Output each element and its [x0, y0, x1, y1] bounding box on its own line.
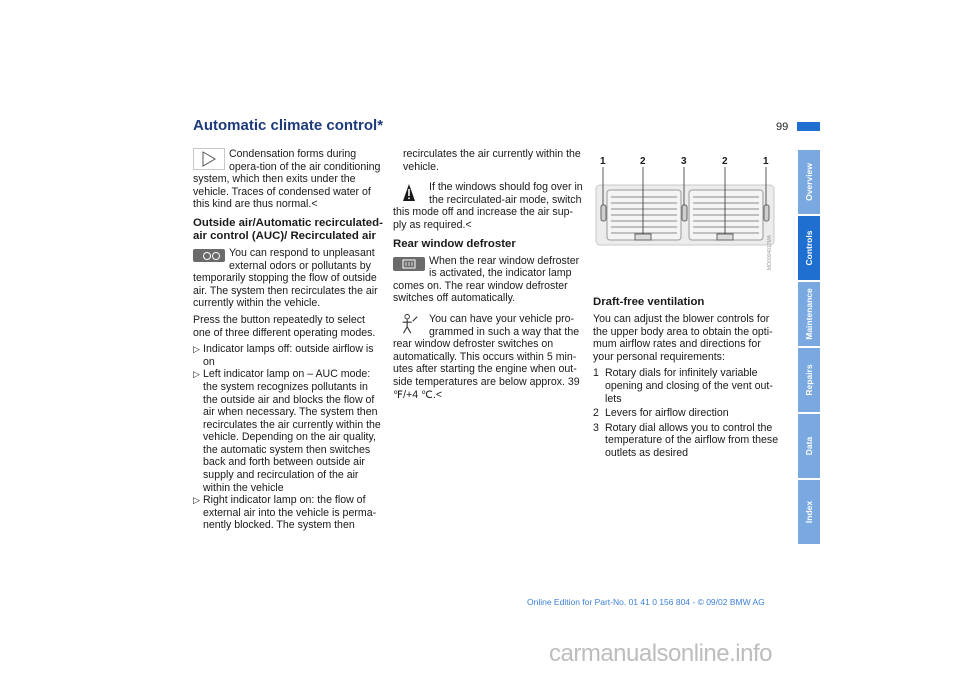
- column-3: [593, 296, 783, 462]
- auc-paragraph-2: Press the button repeatedly to select one of three different operating modes.: [193, 313, 376, 339]
- tab-controls[interactable]: [798, 216, 820, 280]
- figure-label: 3: [681, 156, 687, 167]
- tab-maintenance[interactable]: [798, 282, 820, 346]
- tab-label: Data: [804, 436, 814, 456]
- tab-label: Maintenance: [804, 288, 814, 340]
- defroster-paragraph-2: [393, 313, 583, 401]
- figure-label: 1: [600, 156, 606, 167]
- list-item: [593, 407, 783, 420]
- list-item: ▷ Left indicator lamp on – AUC mode: the system recognizes pollutants in the outside air and blocks the flow of air when necessary. The system then recirculates the air currently within the vehicle. Depending on the air quality, the automatic system then switches back and forth between outside air supply and recirculation of the air within the vehicle: [193, 368, 383, 494]
- end-mark: <: [465, 218, 472, 231]
- page-title: Automatic climate control*: [193, 117, 384, 134]
- figure-label: 1: [763, 156, 769, 167]
- vent-illustration: [593, 150, 779, 278]
- vent-figure: [593, 150, 779, 278]
- section-tabs: [798, 150, 820, 546]
- auc-paragraph-1: [193, 247, 383, 310]
- tab-repairs[interactable]: [798, 348, 820, 412]
- figure-label: 2: [640, 156, 646, 167]
- end-mark: <: [311, 198, 318, 211]
- auc-text-1: You can respond to unpleasant external odors or pollutants by temporarily stopping the flow of outside air. The system then recirculates the air currently within the vehicle.: [193, 246, 378, 310]
- recirculation-button-icon: [193, 249, 225, 262]
- item-number: 1: [593, 367, 599, 380]
- tab-label: Index: [804, 500, 814, 524]
- defroster-text-2: You can have your vehicle pro-grammed in such a way that the rear window defroster switches on automatically. This occurs within 5 min-utes after starting the engine when out-side temperatures are below approx. 39 ℉/+4 ℃.: [393, 312, 580, 401]
- figure-code: MO0004017MA: [767, 234, 773, 270]
- item-text: Rotary dial allows you to control the temperature of the airflow from these outlets as desired: [605, 421, 779, 459]
- rear-defroster-button-icon: [393, 257, 425, 271]
- warning-icon: [393, 181, 425, 203]
- tab-label: Repairs: [804, 364, 814, 396]
- note-text: Condensation forms during opera-tion of the air conditioning system, which then exits under the vehicle. Traces of condensed water of this kind are thus normal.: [193, 148, 381, 211]
- item-number: 2: [593, 407, 599, 420]
- note-paragraph: [193, 148, 383, 211]
- vent-parts-list: [593, 367, 783, 459]
- end-mark: <: [435, 388, 443, 401]
- tab-label: Overview: [804, 163, 814, 201]
- defroster-text-1: When the rear window defroster is activated, the indicator lamp comes on. The rear window defroster switches off automatically.: [393, 254, 580, 305]
- section-heading-auc: Outside air/Automatic recirculated-air control (AUC)/ Recirculated air: [193, 216, 383, 242]
- draft-free-intro: You can adjust the blower controls for the upper body area to obtain the opti-mum airflow rates and directions for your personal requirements:: [593, 313, 773, 363]
- service-person-icon: [393, 313, 425, 335]
- continued-text: recirculates the air currently within the vehicle.: [403, 148, 581, 173]
- figure-label: 2: [722, 156, 728, 167]
- footer-edition-note: Online Edition for Part-No. 01 41 0 156 804 - © 09/02 BMW AG: [527, 597, 765, 607]
- column-2: [393, 148, 583, 405]
- tab-index[interactable]: [798, 480, 820, 544]
- defroster-paragraph-1: [393, 255, 583, 305]
- page-marker: [797, 122, 820, 131]
- site-watermark: carmanualsonline.info: [549, 640, 772, 667]
- note-triangle-icon: [193, 148, 225, 170]
- section-heading-draft-free: Draft-free ventilation: [593, 296, 705, 308]
- warning-text: If the windows should fog over in the recirculated-air mode, switch this mode off and increase the air sup-ply as required.: [393, 181, 583, 231]
- column-1: [193, 148, 383, 532]
- list-item: ▷ Right indicator lamp on: the flow of external air into the vehicle is perma-nently blocked. The system then: [193, 494, 383, 532]
- section-heading-rear-defroster: Rear window defroster: [393, 237, 516, 250]
- list-item: [593, 422, 783, 460]
- mode-list: [193, 343, 383, 532]
- item-text: Levers for airflow direction: [605, 407, 729, 420]
- tab-data[interactable]: [798, 414, 820, 478]
- tab-overview[interactable]: [798, 150, 820, 214]
- list-item: ▷ Indicator lamps off: outside airflow is on: [193, 343, 383, 368]
- warning-paragraph: [393, 181, 583, 231]
- page-number: 99: [776, 121, 789, 133]
- list-item: [593, 367, 783, 405]
- tab-label: Controls: [804, 230, 814, 266]
- item-text: Rotary dials for infinitely variable opening and closing of the vent out-lets: [605, 367, 773, 405]
- item-number: 3: [593, 421, 599, 434]
